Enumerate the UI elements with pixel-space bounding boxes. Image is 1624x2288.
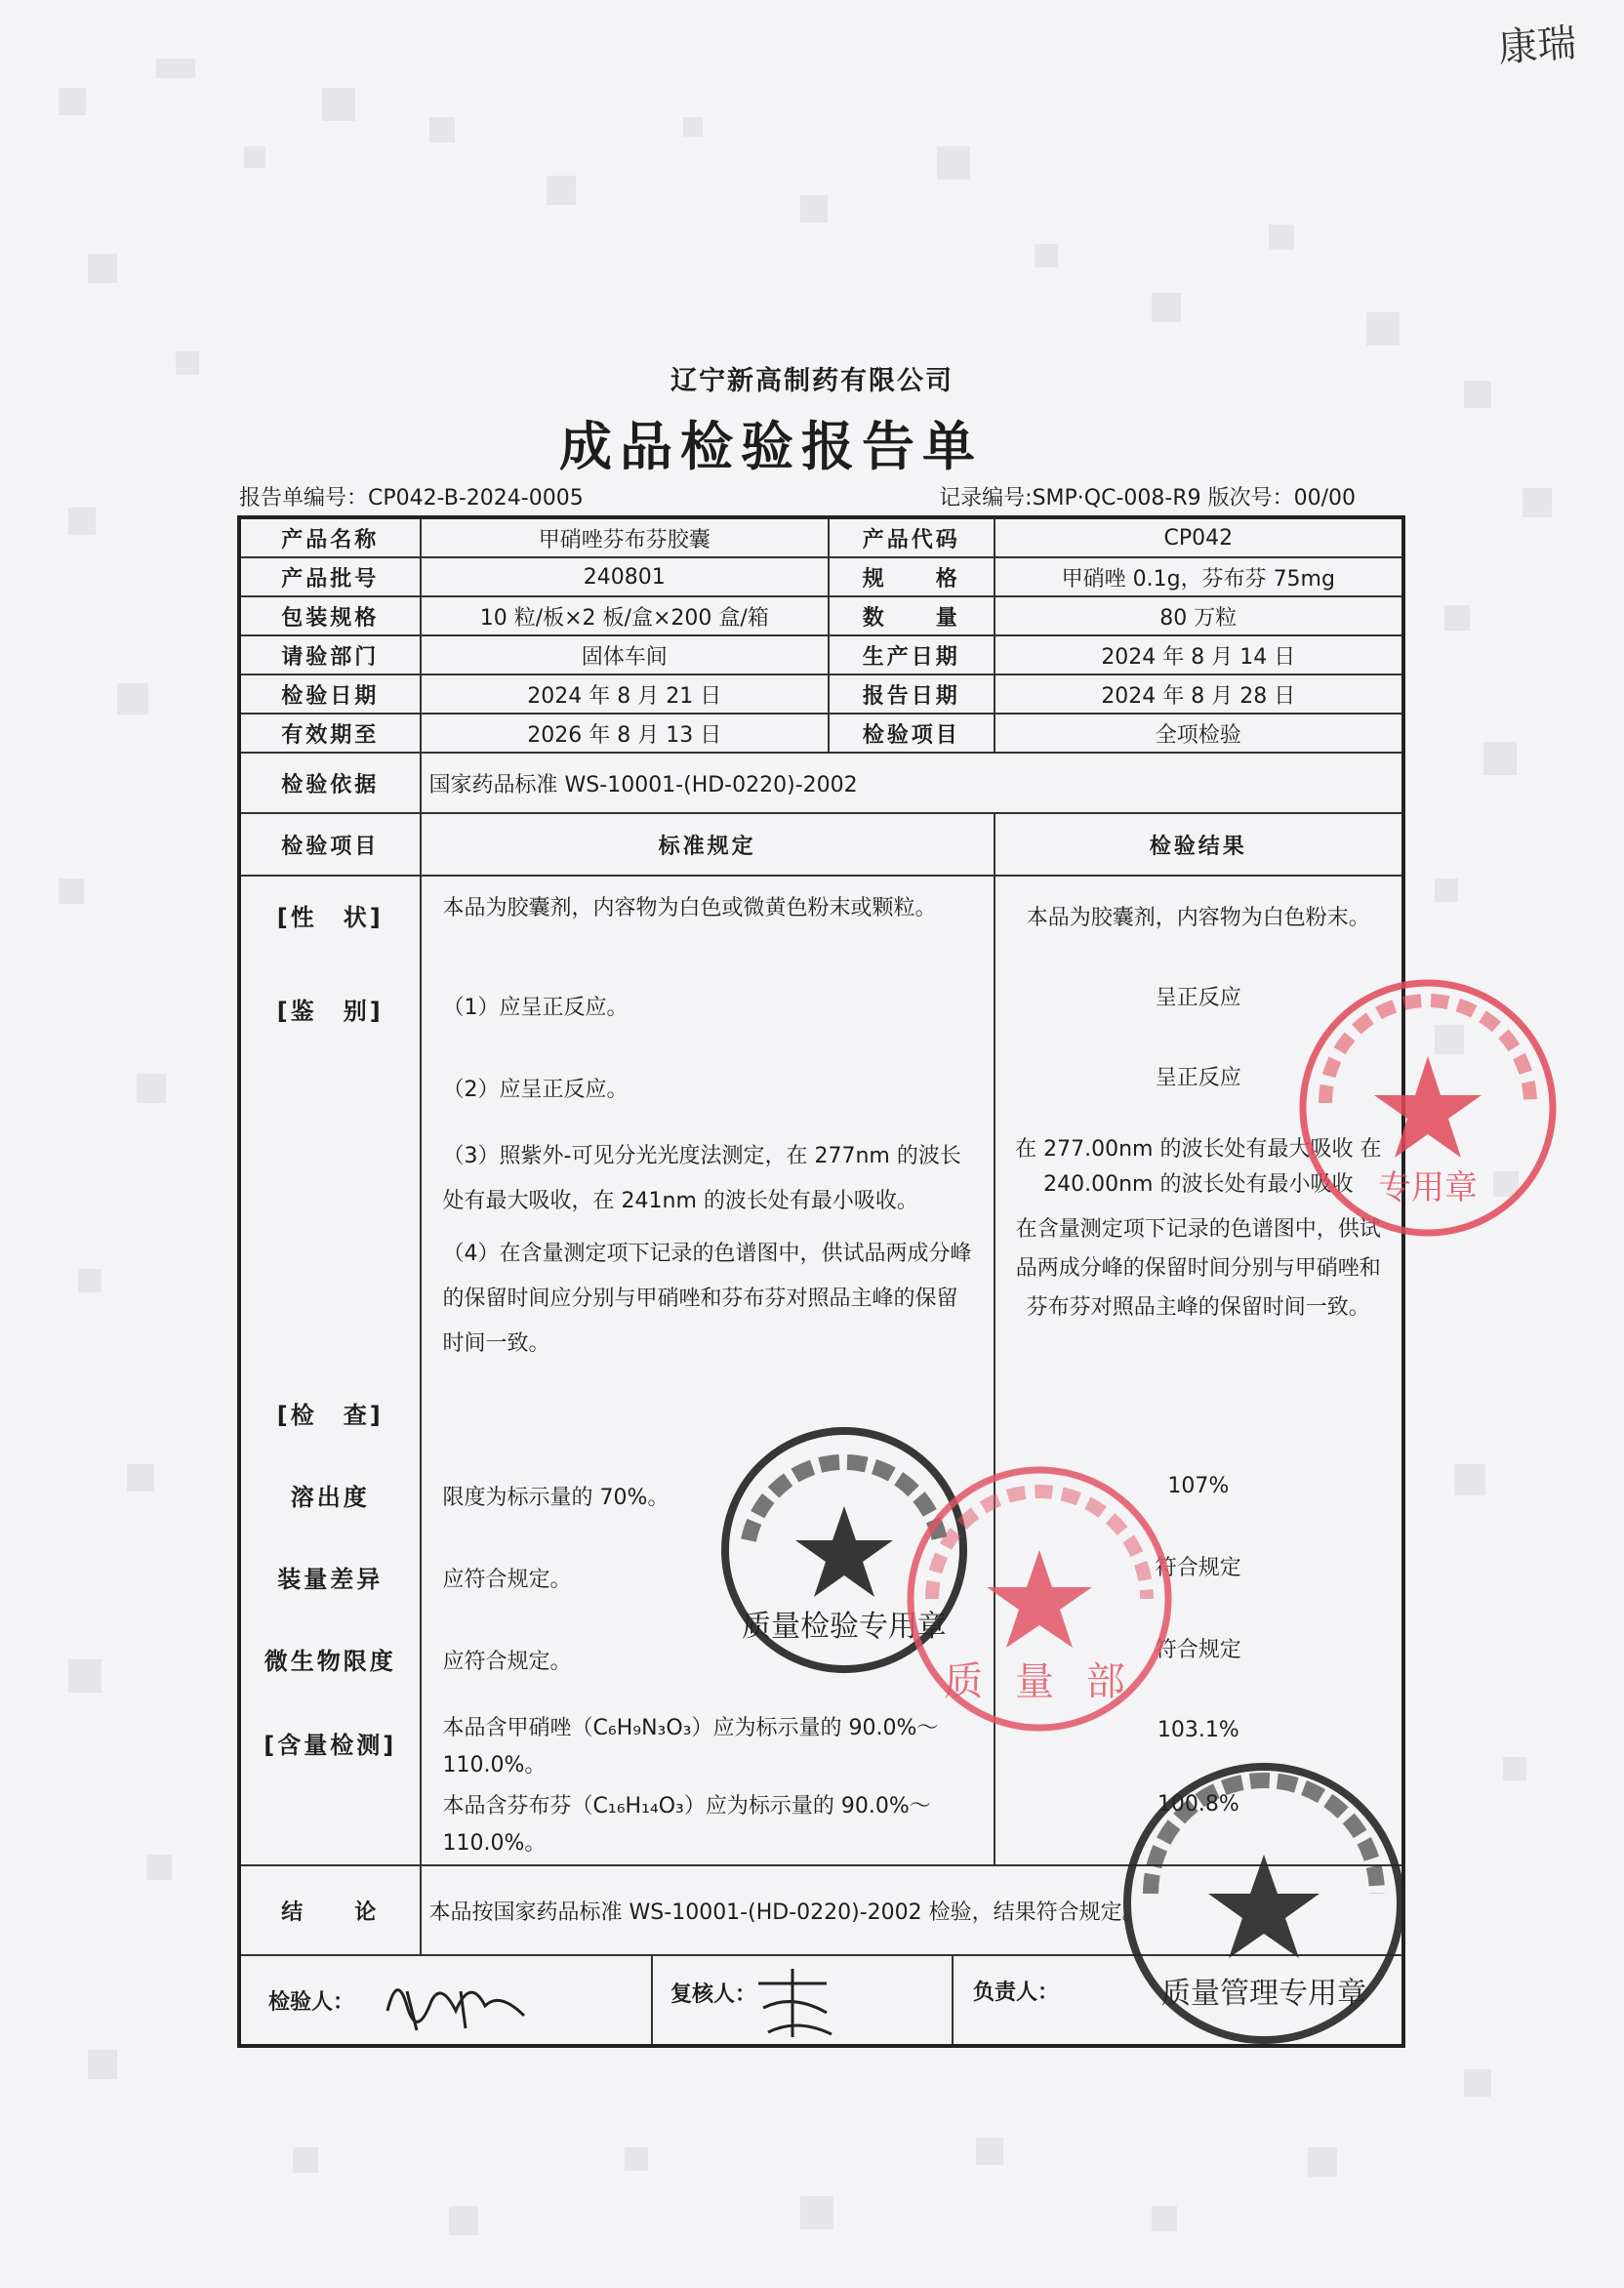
item-fill-variation: 装量差异 (277, 1566, 384, 1593)
item-dissolution: 溶出度 (290, 1484, 370, 1511)
test-body-row (239, 876, 1403, 1865)
std-assay-2: 本品含芬布芬（C₁₆H₁₄O₃）应为标示量的 90.0%～110.0%。 (442, 1794, 931, 1856)
info-label: 请验部门 (239, 635, 421, 674)
record-number: 记录编号:SMP·QC-008-R9 版次号：00/00 (939, 486, 1356, 511)
info-label: 产品批号 (239, 557, 421, 596)
column-header-result: 检验结果 (995, 813, 1403, 876)
info-row (239, 714, 1403, 753)
seal-stamp-quality-dept (893, 1452, 1186, 1745)
company-name: 辽宁新高制药有限公司 (670, 366, 954, 396)
item-microbial: 微生物限度 (264, 1648, 396, 1675)
info-label: 数 量 (829, 596, 995, 635)
std-identification-2: （2）应呈正反应。 (442, 1078, 629, 1102)
res-dissolution: 107% (1167, 1474, 1230, 1498)
std-assay-1: 本品含甲硝唑（C₆H₉N₃O₃）应为标示量的 90.0%～110.0%。 (442, 1716, 939, 1777)
res-identification-2: 呈正反应 (1155, 1066, 1241, 1090)
res-identification-1: 呈正反应 (1155, 986, 1241, 1010)
res-microbial: 符合规定 (1155, 1638, 1241, 1662)
item-inspection: [检 查] (276, 1402, 384, 1429)
res-fill-variation: 符合规定 (1155, 1556, 1241, 1580)
inspector-signature (378, 1962, 534, 2040)
info-value: 全项检验 (995, 714, 1403, 753)
manager-label: 负责人： (973, 1981, 1060, 2005)
inspector-label: 检验人： (268, 1990, 355, 2015)
basis-label: 检验依据 (239, 753, 421, 813)
reviewer-label: 复核人： (670, 1982, 757, 2007)
conclusion-label: 结 论 (239, 1865, 421, 1955)
seal-stamp-kangrui (1286, 966, 1569, 1249)
report-title: 成品检验报告单 (559, 415, 983, 477)
res-assay-2: 100.8% (1157, 1792, 1239, 1817)
info-row (239, 517, 1403, 557)
svg-text:质 量 部: 质 量 部 (944, 1659, 1135, 1704)
basis-row (239, 753, 1403, 813)
info-label: 检验日期 (239, 674, 421, 714)
info-value: 2024 年 8 月 21 日 (421, 674, 829, 714)
info-value: 2024 年 8 月 14 日 (995, 635, 1403, 674)
info-value: 甲硝唑芬布芬胶囊 (421, 517, 829, 557)
info-label: 有效期至 (239, 714, 421, 753)
std-microbial: 应符合规定。 (442, 1650, 572, 1674)
info-label: 规 格 (829, 557, 995, 596)
std-identification-4: （4）在含量测定项下记录的色谱图中，供试品两成分峰的保留时间应分别与甲硝唑和芬布芬对照品主峰的保留时间一致。 (442, 1242, 972, 1356)
conclusion-value: 本品按国家药品标准 WS-10001-(HD-0220)-2002 检验，结果符合规定。 (421, 1865, 1403, 1955)
info-label: 检验项目 (829, 714, 995, 753)
svg-text:质量管理专用章: 质量管理专用章 (1161, 1977, 1366, 2011)
svg-text:质量检验专用章: 质量检验专用章 (742, 1610, 947, 1644)
info-value: 10 粒/板×2 板/盒×200 盒/箱 (421, 596, 829, 635)
res-appearance: 本品为胶囊剂，内容物为白色粉末。 (1026, 906, 1370, 930)
report-number: 报告单编号：CP042-B-2024-0005 (239, 486, 584, 511)
info-row (239, 596, 1403, 635)
info-label: 包装规格 (239, 596, 421, 635)
res-identification-4: 在含量测定项下记录的色谱图中，供试品两成分峰的保留时间分别与甲硝唑和芬布芬对照品主峰的保留时间一致。 (1015, 1217, 1381, 1320)
std-dissolution: 限度为标示量的 70%。 (442, 1486, 670, 1510)
info-label: 产品名称 (239, 517, 421, 557)
info-value: 80 万粒 (995, 596, 1403, 635)
item-identification: [鉴 别] (276, 998, 384, 1025)
info-label: 报告日期 (829, 674, 995, 714)
std-identification-1: （1）应呈正反应。 (442, 996, 629, 1020)
info-row (239, 635, 1403, 674)
res-assay-1: 103.1% (1157, 1718, 1239, 1742)
info-value: 240801 (421, 557, 829, 596)
info-row (239, 557, 1403, 596)
column-header-row (239, 813, 1403, 876)
svg-text:专用章: 专用章 (1378, 1168, 1478, 1207)
handwritten-note: 康瑞 (1496, 20, 1578, 71)
res-identification-3: 在 277.00nm 的波长处有最大吸收 在 240.00nm 的波长处有最小吸收 (1015, 1137, 1382, 1197)
info-label: 生产日期 (829, 635, 995, 674)
info-value: 甲硝唑 0.1g，芬布芬 75mg (995, 557, 1403, 596)
info-value: CP042 (995, 517, 1403, 557)
basis-value: 国家药品标准 WS-10001-(HD-0220)-2002 (421, 753, 1403, 813)
info-row (239, 674, 1403, 714)
info-value: 2026 年 8 月 13 日 (421, 714, 829, 753)
std-identification-3: （3）照紫外-可见分光光度法测定，在 277nm 的波长处有最大吸收，在 241nm 的波长处有最小吸收。 (442, 1144, 961, 1213)
info-value: 2024 年 8 月 28 日 (995, 674, 1403, 714)
std-fill-variation: 应符合规定。 (442, 1568, 572, 1592)
test-items-cell (239, 876, 421, 1865)
column-header-standard: 标准规定 (421, 813, 995, 876)
info-label: 产品代码 (829, 517, 995, 557)
info-value: 固体车间 (421, 635, 829, 674)
item-appearance: [性 状] (276, 904, 384, 931)
item-assay: [含量检测] (264, 1732, 397, 1759)
seal-stamp-xiuzhengtang (1108, 1747, 1420, 2060)
std-appearance: 本品为胶囊剂，内容物为白色或微黄色粉末或颗粒。 (442, 896, 937, 920)
column-header-item: 检验项目 (239, 813, 421, 876)
reviewer-signature (749, 1964, 846, 2042)
